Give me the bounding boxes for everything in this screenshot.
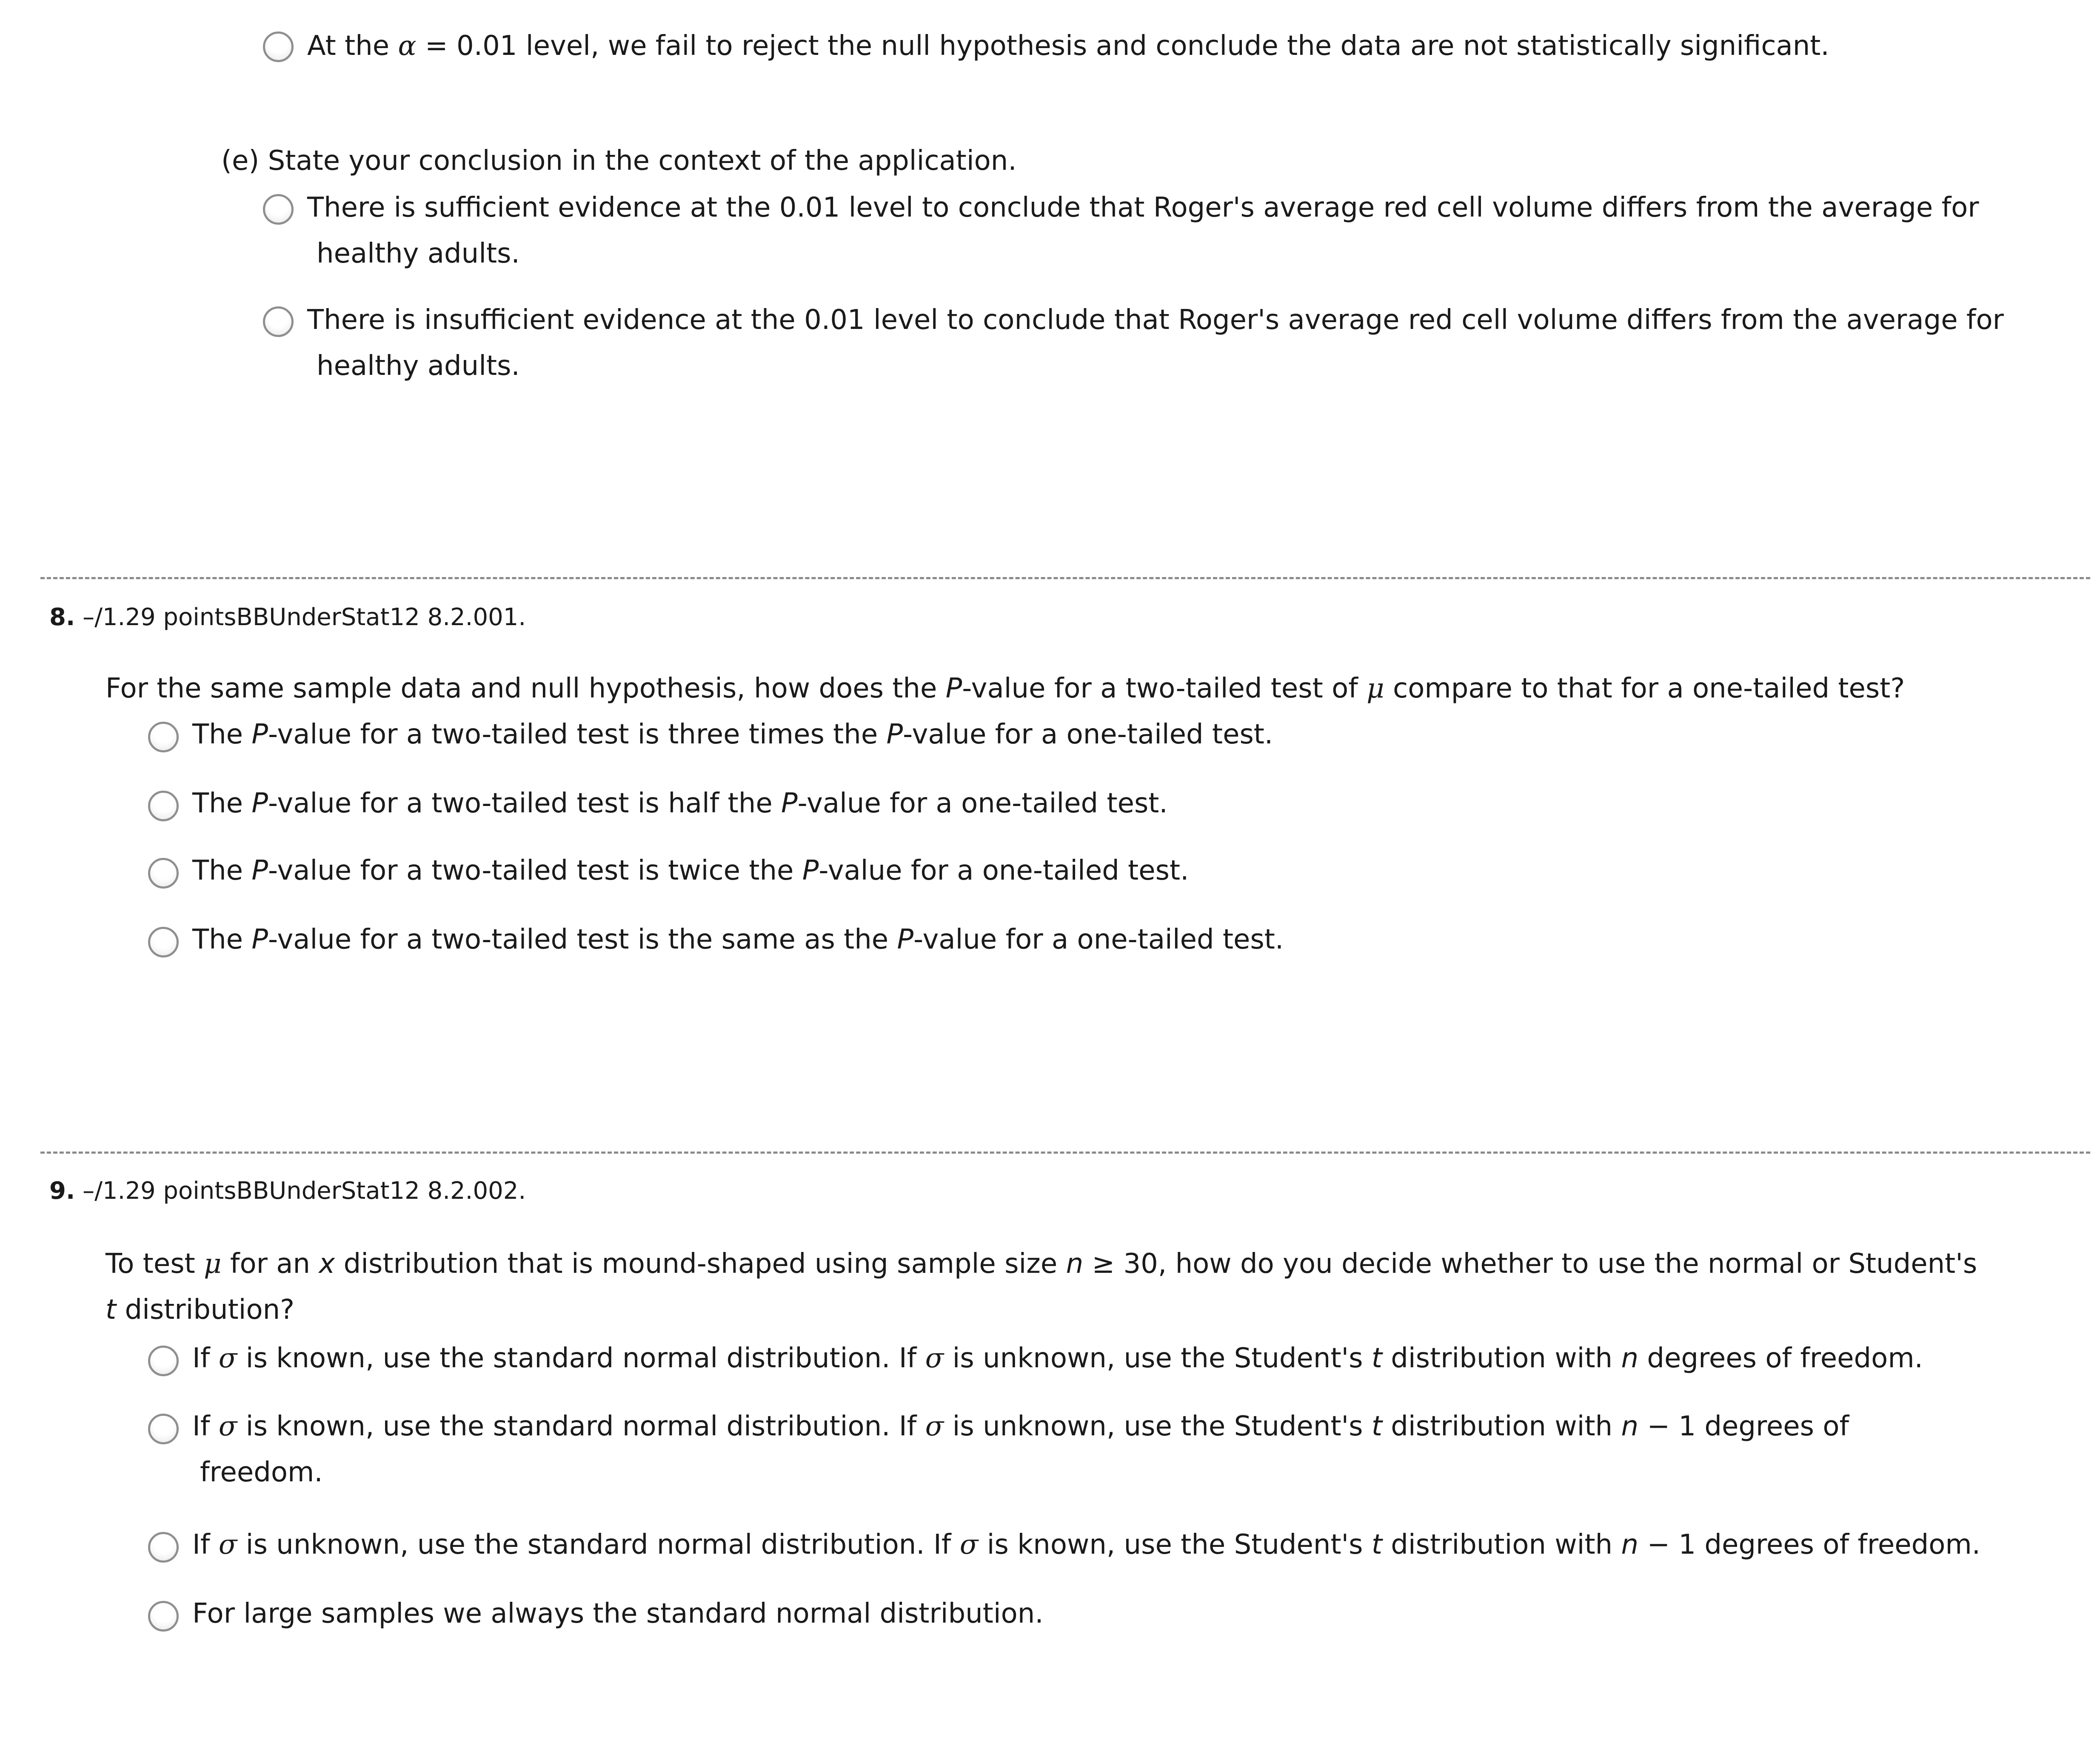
- q7-e-prompt: (e) State your conclusion in the context of the application.: [221, 145, 1017, 177]
- question-divider: [40, 1152, 2090, 1154]
- q7-e-option-2-line1: There is insufficient evidence at the 0.01 level to conclude that Roger's average red cell volume differs from the average for: [307, 304, 2004, 336]
- q9-prompt-line2: t distribution?: [106, 1294, 295, 1326]
- q8-number: 8.: [49, 603, 75, 631]
- question-divider: [40, 577, 2090, 579]
- q8-option-1-radio[interactable]: [148, 722, 179, 752]
- q9-header: [49, 1172, 526, 1210]
- q7-d-option-radio[interactable]: [263, 31, 294, 62]
- q7-d-option-label: At the α = 0.01 level, we fail to reject the null hypothesis and conclude the data are not statistically significant.: [307, 30, 1829, 62]
- q9-option-1-label: If σ is known, use the standard normal distribution. If σ is unknown, use the Student's t distribution with n degrees of freedom.: [192, 1343, 1923, 1374]
- q8-prompt: For the same sample data and null hypothesis, how does the P-value for a two-tailed test of μ compare to that for a one-tailed test?: [106, 673, 1905, 704]
- q9-option-2-line2: freedom.: [200, 1457, 323, 1488]
- q9-option-4-label: For large samples we always the standard normal distribution.: [192, 1598, 1044, 1629]
- q8-option-3-radio[interactable]: [148, 858, 179, 889]
- q9-option-1-radio[interactable]: [148, 1346, 179, 1376]
- q8-option-2-label: The P-value for a two-tailed test is half the P-value for a one-tailed test.: [192, 788, 1168, 819]
- q7-e-option-1-line1: There is sufficient evidence at the 0.01 level to conclude that Roger's average red cell volume differs from the average for: [307, 192, 1979, 223]
- q9-prompt-line1: To test μ for an x distribution that is mound-shaped using sample size n ≥ 30, how do you decide whether to use the normal or Student's: [106, 1248, 1977, 1280]
- q8-option-4-radio[interactable]: [148, 927, 179, 957]
- q7-e-option-1-radio[interactable]: [263, 194, 294, 225]
- q9-option-4-radio[interactable]: [148, 1601, 179, 1632]
- q8-header: [49, 598, 526, 637]
- q9-option-2-radio[interactable]: [148, 1414, 179, 1444]
- q7-e-option-1-line2: healthy adults.: [317, 238, 520, 269]
- q7-e-option-2-line2: healthy adults.: [317, 350, 520, 382]
- q8-option-2-radio[interactable]: [148, 791, 179, 821]
- q8-option-1-label: The P-value for a two-tailed test is three times the P-value for a one-tailed test.: [192, 719, 1273, 750]
- q9-option-2-line1: If σ is known, use the standard normal distribution. If σ is unknown, use the Student's t distribution with n − 1 degrees of: [192, 1411, 1849, 1442]
- q9-option-3-radio[interactable]: [148, 1532, 179, 1563]
- q9-meta: –/1.29 pointsBBUnderStat12 8.2.002.: [83, 1177, 526, 1205]
- q7-e-option-2-radio[interactable]: [263, 306, 294, 337]
- q9-number: 9.: [49, 1177, 75, 1205]
- q8-option-3-label: The P-value for a two-tailed test is twice the P-value for a one-tailed test.: [192, 855, 1189, 886]
- q8-meta: –/1.29 pointsBBUnderStat12 8.2.001.: [83, 603, 526, 631]
- q8-option-4-label: The P-value for a two-tailed test is the same as the P-value for a one-tailed test.: [192, 924, 1284, 955]
- q9-option-3-label: If σ is unknown, use the standard normal distribution. If σ is known, use the Student's t distribution with n − 1 degrees of freedom.: [192, 1529, 1981, 1560]
